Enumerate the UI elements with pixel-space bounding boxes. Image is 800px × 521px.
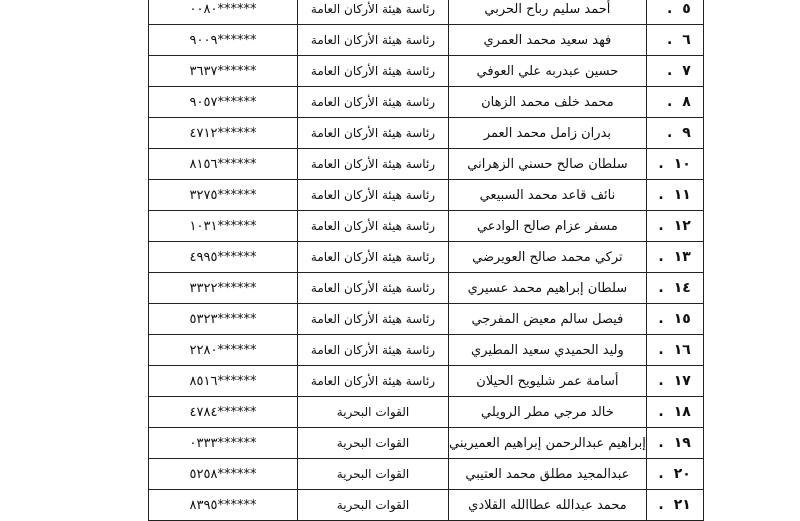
name-cell: محمد عبدالله عطاالله القلادي (449, 490, 647, 521)
row-number: ٨ (682, 94, 691, 110)
table-row (149, 180, 704, 211)
table-row (149, 304, 704, 335)
id-cell: ******٣٣٢٢ (149, 273, 298, 304)
id-cell: ******٣٦٣٧ (149, 56, 298, 87)
name-cell: أحمد سليم رباح الحربي (449, 0, 647, 25)
id-cell: ******١٠٣١ (149, 211, 298, 242)
row-number-cell: ١٩ . (646, 428, 703, 459)
row-number: ١٠ (673, 156, 691, 172)
name-cell: عبدالمجيد مطلق محمد العتيبي (449, 459, 647, 490)
id-cell: ******٥٢٥٨ (149, 459, 298, 490)
organization-cell: رئاسة هيئة الأركان العامة (298, 366, 449, 397)
row-number-cell: ١٦ . (646, 335, 703, 366)
row-number-cell: ٧ . (646, 56, 703, 87)
table-row (149, 118, 704, 149)
organization-cell: رئاسة هيئة الأركان العامة (298, 304, 449, 335)
name-cell: خالد مرجي مطر الرويلي (449, 397, 647, 428)
id-cell: ******٤٩٩٥ (149, 242, 298, 273)
table-row (149, 242, 704, 273)
row-number-cell: ٥ . (646, 0, 703, 25)
row-number-cell: ٨ . (646, 87, 703, 118)
table-row (149, 335, 704, 366)
id-cell: ******٤٧٨٤ (149, 397, 298, 428)
name-cell: مسفر عزام صالح الوادعي (449, 211, 647, 242)
table-row (149, 490, 704, 521)
row-number: ١٧ (673, 373, 691, 389)
name-cell: سلطان إبراهيم محمد عسيري (449, 273, 647, 304)
row-number-cell: ٢٠ . (646, 459, 703, 490)
id-cell: ******٤٧١٢ (149, 118, 298, 149)
row-number: ٩ (682, 125, 691, 141)
row-number: ١٢ (673, 218, 691, 234)
row-number: ١٤ (673, 280, 691, 296)
organization-cell: رئاسة هيئة الأركان العامة (298, 335, 449, 366)
table-row (149, 428, 704, 459)
id-cell: ******٩٠٥٧ (149, 87, 298, 118)
row-number-cell: ١١ . (646, 180, 703, 211)
id-cell: ******٣٢٧٥ (149, 180, 298, 211)
row-number-cell: ١٥ . (646, 304, 703, 335)
organization-cell: رئاسة هيئة الأركان العامة (298, 180, 449, 211)
name-cell: إبراهيم عبدالرحمن إبراهيم العميريني (449, 428, 647, 459)
row-number: ٢٠ (673, 466, 691, 482)
row-number: ١١ (673, 187, 691, 203)
name-cell: سلطان صالح حسني الزهراني (449, 149, 647, 180)
name-cell: نائف قاعد محمد السبيعي (449, 180, 647, 211)
table-row (149, 397, 704, 428)
row-number: ٥ (682, 1, 691, 17)
name-cell: أسامة عمر شليويح الحيلان (449, 366, 647, 397)
name-cell: وليد الحميدي سعيد المطيري (449, 335, 647, 366)
row-number: ١٥ (673, 311, 691, 327)
name-cell: فيصل سالم معيض المفرجي (449, 304, 647, 335)
row-number-cell: ١٣ . (646, 242, 703, 273)
organization-cell: رئاسة هيئة الأركان العامة (298, 25, 449, 56)
name-cell: حسين عبدربه علي العوفي (449, 56, 647, 87)
row-number: ١٨ (673, 404, 691, 420)
table-row (149, 87, 704, 118)
organization-cell: رئاسة هيئة الأركان العامة (298, 56, 449, 87)
table-row (149, 211, 704, 242)
id-cell: ******٢٢٨٠ (149, 335, 298, 366)
name-cell: بدران زامل محمد العمر (449, 118, 647, 149)
row-number-cell: ١٠ . (646, 149, 703, 180)
results-table-body (149, 0, 704, 521)
id-cell: ******٨٥١٦ (149, 366, 298, 397)
row-number-cell: ٩ . (646, 118, 703, 149)
row-number-cell: ٢١ . (646, 490, 703, 521)
table-row (149, 25, 704, 56)
organization-cell: القوات البحرية (298, 490, 449, 521)
table-row (149, 366, 704, 397)
id-cell: ******٨١٥٦ (149, 149, 298, 180)
row-number: ٢١ (673, 497, 691, 513)
id-cell: ******٥٣٢٣ (149, 304, 298, 335)
organization-cell: القوات البحرية (298, 459, 449, 490)
organization-cell: رئاسة هيئة الأركان العامة (298, 211, 449, 242)
table-row (149, 459, 704, 490)
row-number-cell: ٦ . (646, 25, 703, 56)
row-number: ١٦ (673, 342, 691, 358)
organization-cell: رئاسة هيئة الأركان العامة (298, 0, 449, 25)
name-cell: فهد سعيد محمد العمري (449, 25, 647, 56)
table-row (149, 56, 704, 87)
id-cell: ******٨٣٩٥ (149, 490, 298, 521)
organization-cell: رئاسة هيئة الأركان العامة (298, 242, 449, 273)
row-number: ١٣ (673, 249, 691, 265)
row-number-cell: ١٤ . (646, 273, 703, 304)
row-number-cell: ١٧ . (646, 366, 703, 397)
id-cell: ******٩٠٠٩ (149, 25, 298, 56)
organization-cell: رئاسة هيئة الأركان العامة (298, 118, 449, 149)
organization-cell: رئاسة هيئة الأركان العامة (298, 149, 449, 180)
name-cell: تركي محمد صالح العويرضي (449, 242, 647, 273)
table-row (149, 273, 704, 304)
organization-cell: رئاسة هيئة الأركان العامة (298, 273, 449, 304)
row-number: ٧ (682, 63, 691, 79)
row-number-cell: ١٢ . (646, 211, 703, 242)
table-row (149, 0, 704, 25)
results-table (148, 0, 704, 521)
organization-cell: رئاسة هيئة الأركان العامة (298, 87, 449, 118)
id-cell: ******٠٣٣٣ (149, 428, 298, 459)
organization-cell: القوات البحرية (298, 428, 449, 459)
organization-cell: القوات البحرية (298, 397, 449, 428)
row-number: ١٩ (673, 435, 691, 451)
id-cell: ******٠٠٨٠ (149, 0, 298, 25)
row-number-cell: ١٨ . (646, 397, 703, 428)
table-row (149, 149, 704, 180)
row-number: ٦ (682, 32, 691, 48)
name-cell: محمد خلف محمد الزهان (449, 87, 647, 118)
